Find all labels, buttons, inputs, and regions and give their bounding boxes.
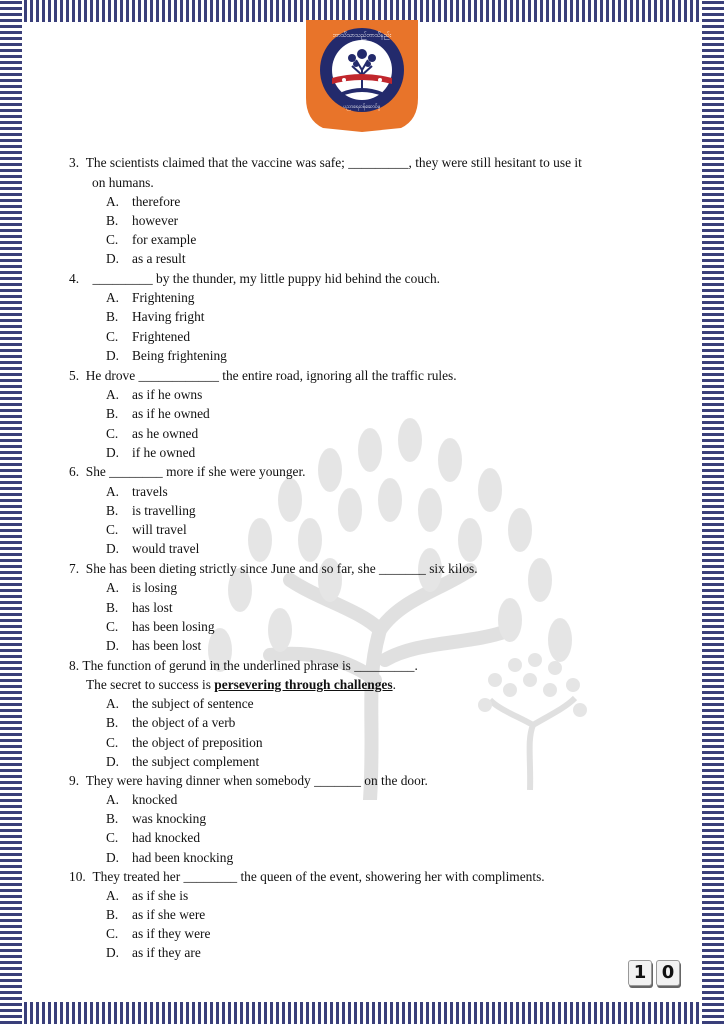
option-6b[interactable]: B. is travelling — [106, 503, 196, 518]
option-8a[interactable]: A. the subject of sentence — [106, 696, 254, 711]
option-3d[interactable]: D. as a result — [106, 251, 186, 266]
option-10d[interactable]: D. as if they are — [106, 945, 201, 960]
option-4c[interactable]: C. Frightened — [106, 329, 191, 344]
option-8b[interactable]: B. the object of a verb — [106, 715, 236, 730]
page-number-digit: 0 — [656, 960, 680, 986]
underlined-phrase: persevering through challenges — [214, 677, 393, 692]
page-number — [628, 960, 680, 986]
option-10b[interactable]: B. as if she were — [106, 907, 206, 922]
option-8c[interactable]: C. the object of preposition — [106, 735, 263, 750]
option-6d[interactable]: D. would travel — [106, 541, 200, 556]
option-6c[interactable]: C. will travel — [106, 522, 187, 537]
option-4b[interactable]: B. Having fright — [106, 309, 205, 324]
option-3a[interactable]: A. therefore — [106, 194, 181, 209]
question-9: 9. They were having dinner when somebody _______ on the door. — [69, 773, 428, 788]
question-10: 10. They treated her ________ the queen of the event, showering her with compliments. — [69, 869, 545, 884]
option-5b[interactable]: B. as if he owned — [106, 406, 210, 421]
option-3b[interactable]: B. however — [106, 213, 179, 228]
question-3: 3. The scientists claimed that the vaccine was safe; _________, they were still hesitant to use it — [69, 155, 582, 170]
question-8: 8. The function of gerund in the underlined phrase is _________. — [69, 658, 418, 673]
logo-text-top: ဘာသိသာသည်ဘာသိနည်း — [332, 32, 392, 39]
question-7: 7. She has been dieting strictly since June and so far, she _______ six kilos. — [69, 561, 478, 576]
option-8d[interactable]: D. the subject complement — [106, 754, 260, 769]
question-6: 6. She ________ more if she were younger. — [69, 464, 306, 479]
option-5d[interactable]: D. if he owned — [106, 445, 196, 460]
logo-text-bottom: ပညာရေးဝန်ဆောင်မှု — [343, 104, 381, 110]
option-10a[interactable]: A. as if she is — [106, 888, 189, 903]
option-4d[interactable]: D. Being frightening — [106, 348, 227, 363]
option-7d[interactable]: D. has been lost — [106, 638, 202, 653]
page-number-digit: 1 — [628, 960, 652, 986]
option-6a[interactable]: A. travels — [106, 484, 168, 499]
option-4a[interactable]: A. Frightening — [106, 290, 195, 305]
option-7a[interactable]: A. is losing — [106, 580, 178, 595]
question-4: 4. _________ by the thunder, my little puppy hid behind the couch. — [69, 271, 441, 286]
option-10c[interactable]: C. as if they were — [106, 926, 211, 941]
option-7b[interactable]: B. has lost — [106, 600, 173, 615]
option-5c[interactable]: C. as he owned — [106, 426, 199, 441]
option-9b[interactable]: B. was knocking — [106, 811, 207, 826]
option-9a[interactable]: A. knocked — [106, 792, 178, 807]
option-9c[interactable]: C. had knocked — [106, 830, 201, 845]
option-9d[interactable]: D. had been knocking — [106, 850, 234, 865]
question-3-continued: on humans. — [92, 175, 154, 190]
option-5a[interactable]: A. as if he owns — [106, 387, 203, 402]
question-8-sentence: The secret to success is persevering through challenges. — [86, 677, 396, 692]
question-5: 5. He drove ____________ the entire road, ignoring all the traffic rules. — [69, 368, 457, 383]
option-3c[interactable]: C. for example — [106, 232, 197, 247]
option-7c[interactable]: C. has been losing — [106, 619, 215, 634]
